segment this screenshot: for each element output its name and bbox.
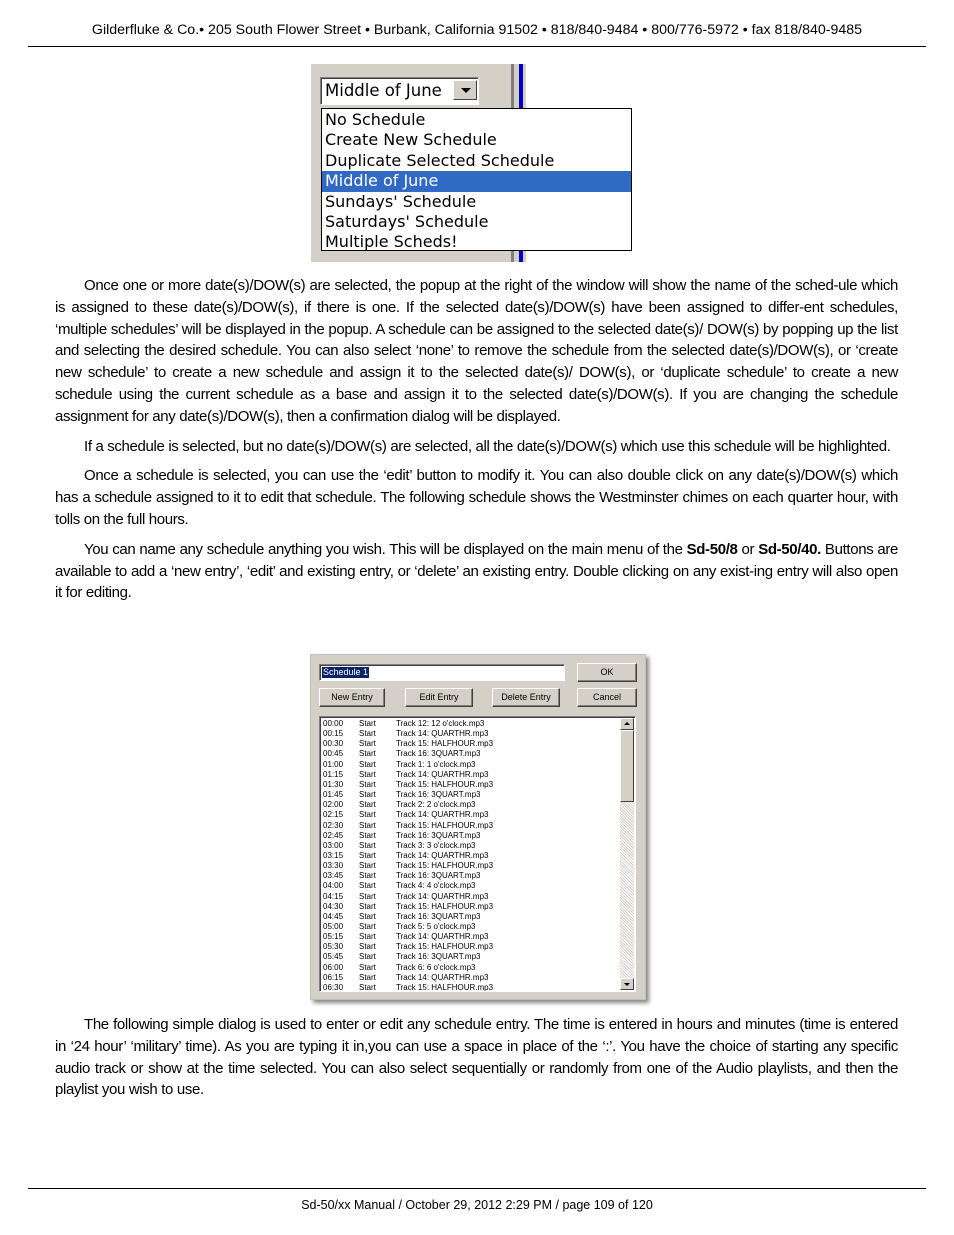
entry-action: Start [359, 840, 376, 850]
chevron-down-icon[interactable] [453, 80, 477, 100]
entry-track: Track 4: 4 o'clock.mp3 [396, 881, 476, 891]
text-span: Buttons are available to add a ‘new entry’, ‘edit’ and existing entry, or ‘delete’ an existing entry. Double clicking on any exist-ing entry will also open it for editing. [55, 540, 898, 602]
edit-entry-button[interactable]: Edit Entry [405, 688, 473, 707]
entry-action: Start [359, 779, 376, 789]
entry-track: Track 12: 12 o'clock.mp3 [396, 719, 485, 728]
scrollbar-thumb[interactable] [620, 730, 634, 802]
entry-time: 06:15 [323, 972, 344, 982]
delete-entry-button[interactable]: Delete Entry [492, 688, 560, 707]
entry-time: 05:00 [323, 922, 344, 931]
entry-action: Start [359, 769, 376, 779]
entry-action: Start [359, 891, 376, 901]
entry-action: Start [359, 881, 376, 891]
schedule-editor-dialog [310, 654, 646, 1000]
paragraph: Once a schedule is selected, you can use the ‘edit’ button to modify it. You can also double click on any date(s)/DOW(s) which has a schedule assigned to it to edit that schedule. The following schedule shows the Westminster chimes on each quarter hour, with tolls on the full hours. [55, 467, 898, 528]
entry-time: 06:30 [323, 982, 344, 992]
body-top [55, 275, 898, 612]
entry-track: Track 15: HALFHOUR.mp3 [396, 820, 494, 830]
entry-time: 04:15 [323, 891, 344, 901]
entry-time: 00:15 [323, 729, 344, 739]
entry-track: Track 14: QUARTHR.mp3 [396, 810, 489, 820]
paragraph: Once one or more date(s)/DOW(s) are selected, the popup at the right of the window will show the name of the sched-ule which is assigned to these date(s)/DOW(s), if there is one. If the selected date(s)/DOW(s) have been assigned to differ-ent schedules, ‘multiple schedules’ will be displayed in the popup. A schedule can be assigned to the selected date(s)/ DOW(s) by popping up the list and selecting the desired schedule. You can also select ‘none’ to remove the schedule from the selected date(s)/DOW(s), or ‘create new schedule’ to create a new schedule and assign it to the selected date(s)/ DOW(s), or ‘duplicate schedule’ to create a new schedule using the current schedule as a base and assign it to the selected date(s)/DOW(s). If you are changing the schedule assignment for any date(s)/DOW(s), then a confirmation dialog will be displayed. [55, 277, 898, 425]
new-entry-button[interactable]: New Entry [319, 688, 385, 707]
entry-action: Start [359, 820, 376, 830]
entry-action: Start [359, 942, 376, 952]
entry-track: Track 16: 3QUART.mp3 [396, 911, 481, 921]
entry-time: 02:00 [323, 800, 344, 810]
entry-action: Start [359, 729, 376, 739]
paragraph: The following simple dialog is used to enter or edit any schedule entry. The time is entered in hours and minutes (time is entered in ‘24 hour’ ‘military’ time). As you are typing it in,you can use a space in place of the ‘:’. You have the choice of starting any specific audio track or show at the time selected. You can also select sequentially or randomly from one of the Audio playlists, and then the playlist you wish to use. [55, 1016, 898, 1099]
entry-time: 06:00 [323, 962, 344, 972]
entry-track: Track 2: 2 o'clock.mp3 [396, 800, 476, 810]
entry-time: 01:00 [323, 759, 344, 769]
entry-time: 02:15 [323, 810, 344, 820]
scrollbar[interactable] [620, 718, 634, 990]
entry-track: Track 14: QUARTHR.mp3 [396, 769, 489, 779]
entry-action: Start [359, 952, 376, 962]
scroll-down-icon[interactable] [620, 978, 634, 990]
entry-action: Start [359, 850, 376, 860]
entry-action: Start [359, 972, 376, 982]
entry-track: Track 14: QUARTHR.mp3 [396, 972, 489, 982]
paragraph: If a schedule is selected, but no date(s)/DOW(s) are selected, all the date(s)/DOW(s) which use this schedule will be highlighted. [84, 437, 891, 455]
entry-track: Track 15: HALFHOUR.mp3 [396, 982, 494, 992]
entry-track: Track 15: HALFHOUR.mp3 [396, 901, 494, 911]
entry-time: 04:00 [323, 881, 344, 891]
entry-time: 03:45 [323, 871, 344, 881]
body-bottom [55, 1014, 898, 1109]
schedule-menu-item[interactable]: No Schedule [325, 110, 426, 129]
cancel-button[interactable]: Cancel [577, 688, 637, 707]
schedule-popup-value: Middle of June [325, 81, 442, 100]
product-name: Sd-50/8 [686, 540, 738, 558]
scroll-up-icon[interactable] [620, 718, 634, 730]
entry-track: Track 15: HALFHOUR.mp3 [396, 779, 494, 789]
schedule-menu-item[interactable]: Create New Schedule [325, 130, 497, 150]
schedule-entry-list[interactable] [319, 716, 636, 992]
entry-time: 05:30 [323, 942, 344, 952]
entry-action: Start [359, 982, 376, 992]
entry-track: Track 15: HALFHOUR.mp3 [396, 942, 494, 952]
ok-button[interactable]: OK [577, 663, 637, 682]
schedule-popup-screenshot [311, 64, 555, 262]
entry-action: Start [359, 810, 376, 820]
product-name: Sd-50/40. [758, 540, 821, 558]
entry-track: Track 3: 3 o'clock.mp3 [396, 840, 476, 850]
entry-action: Start [359, 911, 376, 921]
entry-track: Track 14: QUARTHR.mp3 [396, 850, 489, 860]
schedule-menu-item[interactable]: Sundays' Schedule [325, 191, 477, 211]
entry-time: 03:30 [323, 861, 344, 871]
entry-time: 02:45 [323, 830, 344, 840]
entry-time: 01:15 [323, 769, 344, 779]
entry-track: Track 15: HALFHOUR.mp3 [396, 861, 494, 871]
entry-time: 04:30 [323, 901, 344, 911]
entry-track: Track 16: 3QUART.mp3 [396, 871, 481, 881]
entry-action: Start [359, 901, 376, 911]
entry-action: Start [359, 830, 376, 840]
schedule-menu-item[interactable]: Saturdays' Schedule [325, 211, 489, 231]
paragraph [55, 539, 898, 604]
entry-action: Start [359, 871, 376, 881]
page-header: Gilderfluke & Co.• 205 South Flower Street • Burbank, California 91502 • 818/840-9484 • 800/776-5972 • fax 818/840-9485 [28, 22, 926, 47]
entry-time: 01:45 [323, 790, 344, 800]
entry-track: Track 16: 3QUART.mp3 [396, 952, 481, 962]
schedule-menu [321, 108, 632, 251]
entry-track: Track 15: HALFHOUR.mp3 [396, 739, 494, 749]
page-footer: Sd-50/xx Manual / October 29, 2012 2:29 PM / page 109 of 120 [28, 1188, 926, 1212]
entry-action: Start [359, 800, 376, 810]
schedule-popup[interactable] [320, 77, 479, 105]
entry-track: Track 5: 5 o'clock.mp3 [396, 922, 476, 931]
entry-action: Start [359, 719, 376, 728]
schedule-menu-item[interactable]: Duplicate Selected Schedule [325, 150, 555, 170]
entry-track: Track 6: 6 o'clock.mp3 [396, 962, 476, 972]
entry-track: Track 16: 3QUART.mp3 [396, 830, 481, 840]
entry-track: Track 14: QUARTHR.mp3 [396, 932, 489, 942]
schedule-name-input[interactable] [319, 664, 565, 681]
entry-track: Track 16: 3QUART.mp3 [396, 749, 481, 759]
entry-action: Start [359, 790, 376, 800]
entry-time: 04:45 [323, 911, 344, 921]
entry-action: Start [359, 922, 376, 931]
entry-time: 02:30 [323, 820, 344, 830]
entry-time: 03:00 [323, 840, 344, 850]
entry-action: Start [359, 962, 376, 972]
text-span: or [737, 540, 759, 558]
entry-time: 00:00 [323, 719, 344, 728]
schedule-name-value: Schedule 1 [323, 667, 369, 677]
entry-time: 01:30 [323, 779, 344, 789]
entry-action: Start [359, 861, 376, 871]
text-span: You can name any schedule anything you wish. This will be displayed on the main menu of the [84, 540, 687, 558]
entry-track: Track 1: 1 o'clock.mp3 [396, 759, 476, 769]
schedule-menu-item[interactable]: Multiple Scheds! [325, 232, 458, 252]
entry-track: Track 14: QUARTHR.mp3 [396, 729, 489, 739]
entry-time: 05:15 [323, 932, 344, 942]
entry-action: Start [359, 932, 376, 942]
schedule-menu-item[interactable]: Middle of June [322, 171, 631, 191]
entry-action: Start [359, 739, 376, 749]
entry-time: 00:30 [323, 739, 344, 749]
entry-time: 03:15 [323, 850, 344, 860]
entry-track: Track 14: QUARTHR.mp3 [396, 891, 489, 901]
entry-time: 00:45 [323, 749, 344, 759]
entry-track: Track 16: 3QUART.mp3 [396, 790, 481, 800]
entry-time: 05:45 [323, 952, 344, 962]
entry-action: Start [359, 759, 376, 769]
entry-action: Start [359, 749, 376, 759]
